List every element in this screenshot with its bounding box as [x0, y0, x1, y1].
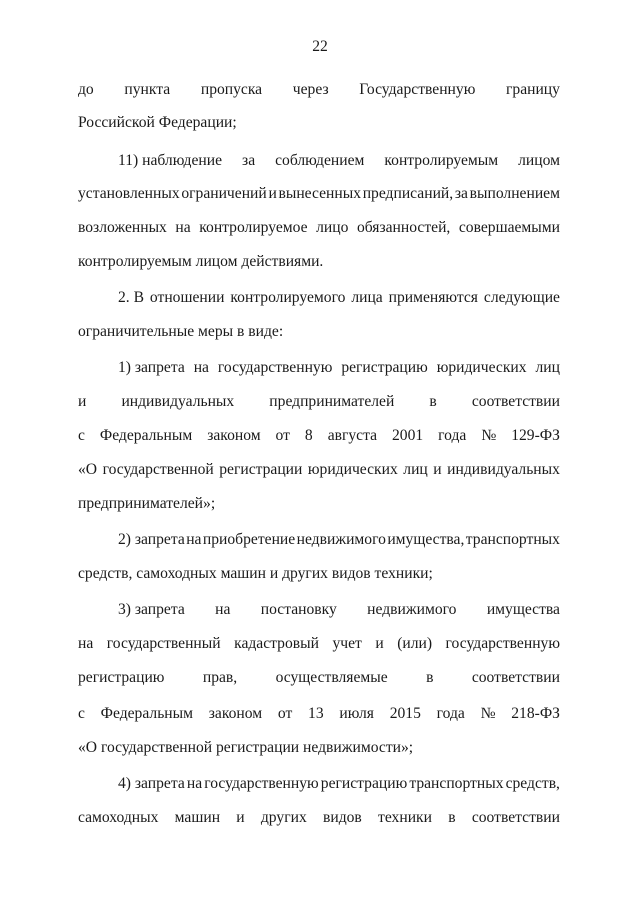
word: через — [292, 81, 329, 98]
word: 2. В — [118, 289, 144, 306]
word: с — [78, 705, 85, 722]
word: отношении — [149, 289, 225, 306]
word: августа — [327, 427, 378, 444]
word: соответствии — [471, 393, 560, 410]
word: прав, — [202, 669, 238, 686]
word: соблюдением — [275, 152, 365, 169]
word: имущества, — [387, 531, 465, 548]
word: кадастровый — [234, 635, 319, 652]
word: в — [426, 669, 434, 686]
word: следующие — [483, 289, 560, 306]
text-line-16 — [118, 600, 560, 620]
word: от — [275, 427, 290, 444]
word: совершаемыми — [458, 219, 560, 236]
word: 218-ФЗ — [511, 705, 560, 722]
text-line-20: «О государственной регистрации недвижимости»; — [78, 739, 414, 756]
word: машин — [174, 809, 221, 826]
word: постановку — [260, 601, 337, 618]
word: применяются — [388, 289, 478, 306]
word: предпринимателей — [269, 393, 395, 410]
word: 3) запрета — [118, 601, 185, 618]
word: вынесенных — [278, 185, 361, 202]
word: за — [454, 185, 468, 202]
word: лиц — [535, 359, 560, 376]
word: видов — [322, 809, 362, 826]
word: недвижимого — [367, 601, 457, 618]
text-line-12 — [78, 460, 560, 480]
word: соответствии — [471, 669, 560, 686]
word: контролируемого — [230, 289, 346, 306]
text-line-2: Российской Федерации; — [78, 114, 237, 131]
text-line-6: контролируемым лицом действиями. — [78, 253, 324, 270]
word: Государственную — [359, 81, 476, 98]
word: 8 — [304, 427, 313, 444]
word: и — [268, 185, 277, 202]
word: в — [448, 809, 456, 826]
word: регистрацию — [78, 669, 165, 686]
word: лицом — [518, 152, 560, 169]
word: государственную — [204, 775, 319, 792]
word: пропуска — [200, 81, 263, 98]
word: Федеральным — [100, 705, 194, 722]
word: регистрацию — [320, 775, 408, 792]
word: государственную — [445, 635, 560, 652]
word: контролируемым — [384, 152, 499, 169]
word: года — [438, 427, 467, 444]
word: № — [481, 427, 497, 444]
word: государственную — [217, 359, 333, 376]
text-line-15: средств, самоходных машин и других видов техники; — [78, 565, 433, 582]
text-line-21 — [118, 774, 560, 794]
word: лицо — [316, 219, 349, 236]
text-line-17 — [78, 634, 560, 654]
word: (или) — [397, 635, 433, 652]
word: законом — [208, 705, 263, 722]
word: на — [215, 601, 231, 618]
word: на — [78, 635, 94, 652]
word: соответствии — [471, 809, 560, 826]
word: юридических — [307, 461, 398, 478]
word: приобретение — [202, 531, 296, 548]
word: ограничений — [181, 185, 267, 202]
word: 4) запрета — [118, 775, 185, 792]
word: 11) наблюдение — [118, 152, 223, 169]
text-line-13: предпринимателей»; — [78, 495, 216, 512]
word: за — [242, 152, 256, 169]
text-line-18 — [78, 668, 560, 688]
word: и — [236, 809, 245, 826]
word: на — [186, 531, 202, 548]
word: до — [78, 81, 94, 98]
word: 13 — [308, 705, 324, 722]
word: в — [429, 393, 437, 410]
word: пункта — [124, 81, 171, 98]
word: 2015 — [389, 705, 421, 722]
word: государственный — [106, 635, 221, 652]
word: на — [186, 775, 203, 792]
word: Федеральным — [99, 427, 193, 444]
text-line-11 — [78, 426, 560, 446]
word: и — [78, 393, 87, 410]
word: июля — [339, 705, 374, 722]
text-line-9 — [118, 358, 560, 378]
text-line-19 — [78, 704, 560, 724]
word: и — [375, 635, 384, 652]
word: юридических — [436, 359, 527, 376]
text-line-10 — [78, 392, 560, 412]
word: № — [480, 705, 496, 722]
word: года — [436, 705, 465, 722]
word: выполнением — [469, 185, 560, 202]
text-line-8: ограничительные меры в виде: — [78, 323, 284, 340]
word: с — [78, 427, 85, 444]
text-line-1 — [78, 80, 560, 100]
word: недвижимого — [296, 531, 386, 548]
word: индивидуальных — [121, 393, 235, 410]
word: законом — [207, 427, 261, 444]
word: транспортных — [409, 775, 504, 792]
text-line-14 — [118, 530, 560, 550]
word: «О — [78, 461, 98, 478]
word: учет — [332, 635, 362, 652]
text-line-5 — [78, 218, 560, 238]
word: 1) запрета — [118, 359, 185, 376]
word: на — [175, 219, 191, 236]
word: техники — [378, 809, 432, 826]
word: предписаний, — [362, 185, 454, 202]
text-line-3 — [118, 151, 560, 171]
word: транспортных — [465, 531, 560, 548]
word: 2) запрета — [118, 531, 185, 548]
word: установленных — [78, 185, 180, 202]
text-line-22 — [78, 808, 560, 828]
word: осуществляемые — [275, 669, 388, 686]
word: границу — [506, 81, 560, 98]
page-number: 22 — [312, 38, 328, 55]
text-line-4 — [78, 184, 560, 204]
text-line-7 — [118, 288, 560, 308]
word: на — [193, 359, 209, 376]
word: 2001 — [391, 427, 424, 444]
word: других — [260, 809, 307, 826]
word: регистрацию — [341, 359, 428, 376]
word: и — [433, 461, 442, 478]
word: государственной — [102, 461, 214, 478]
word: средств, — [505, 775, 560, 792]
word: 129-ФЗ — [511, 427, 560, 444]
word: возложенных — [78, 219, 167, 236]
word: регистрации — [219, 461, 303, 478]
word: лица — [351, 289, 383, 306]
word: от — [277, 705, 293, 722]
word: лиц — [403, 461, 428, 478]
word: самоходных — [78, 809, 159, 826]
word: имущества — [486, 601, 560, 618]
word: обязанностей, — [356, 219, 451, 236]
word: индивидуальных — [447, 461, 560, 478]
word: контролируемое — [199, 219, 308, 236]
